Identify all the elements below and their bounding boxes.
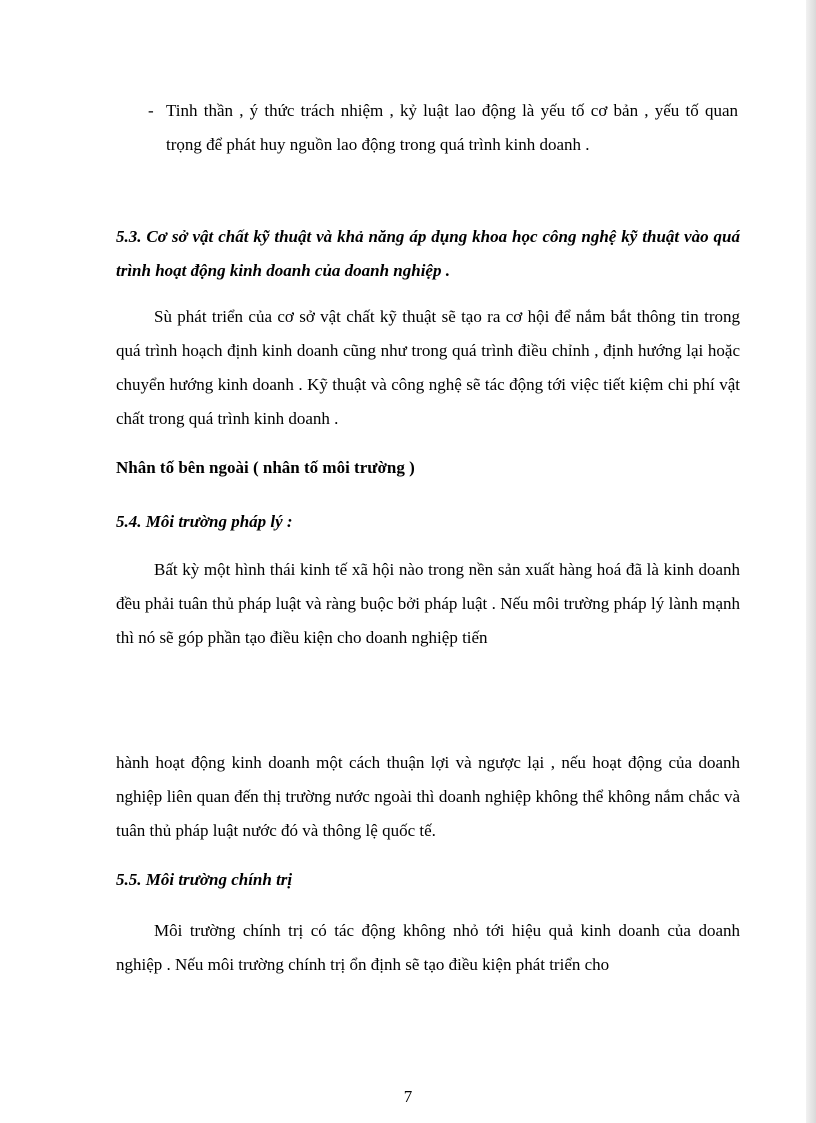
section-5-4-paragraph-part1: Bất kỳ một hình thái kinh tế xã hội nào trong nền sản xuất hàng hoá đã là kinh doanh đều phải tuân thủ pháp luật và ràng buộc bởi pháp luật . Nếu môi trường pháp lý lành mạnh thì nó sẽ góp phần tạo điều kiện cho doanh nghiệp tiến bbox=[116, 560, 740, 647]
section-5-5-paragraph: Môi trường chính trị có tác động không nhỏ tới hiệu quả kinh doanh của doanh nghiệp . Nếu môi trường chính trị ổn định sẽ tạo điều kiện phát triển cho bbox=[116, 921, 740, 974]
section-5-4-heading: 5.4. Môi trường pháp lý : bbox=[116, 512, 293, 531]
page-number: 7 bbox=[403, 1087, 413, 1106]
bullet-text: Tinh thần , ý thức trách nhiệm , kỷ luật lao động là yếu tố cơ bản , yếu tố quan trọng để phát huy nguồn lao động trong quá trình kinh doanh . bbox=[166, 101, 738, 154]
section-5-3-paragraph: Sù phát triển của cơ sở vật chất kỹ thuật sẽ tạo ra cơ hội để nắm bắt thông tin trong quá trình hoạch định kinh doanh cũng như trong quá trình điều chỉnh , định hướng lại hoặc chuyển hướng kinh doanh . Kỹ thuật và công nghệ sẽ tác động tới việc tiết kiệm chi phí vật chất trong quá trình kinh doanh . bbox=[116, 307, 740, 428]
section-5-3-heading: 5.3. Cơ sở vật chất kỹ thuật và khả năng áp dụng khoa học công nghệ kỹ thuật vào quá trình hoạt động kinh doanh của doanh nghiệp . bbox=[116, 227, 740, 280]
section-5-5-heading: 5.5. Môi trường chính trị bbox=[116, 870, 293, 889]
bullet-dash: - bbox=[148, 101, 154, 120]
external-factors-heading: Nhân tố bên ngoài ( nhân tố môi trường ) bbox=[116, 458, 415, 477]
page-edge-shadow bbox=[806, 0, 816, 1123]
section-5-4-paragraph-part2: hành hoạt động kinh doanh một cách thuận lợi và ngược lại , nếu hoạt động của doanh nghiệp liên quan đến thị trường nước ngoài thì doanh nghiệp không thể không nắm chắc và tuân thủ pháp luật nước đó và thông lệ quốc tế. bbox=[116, 753, 740, 840]
